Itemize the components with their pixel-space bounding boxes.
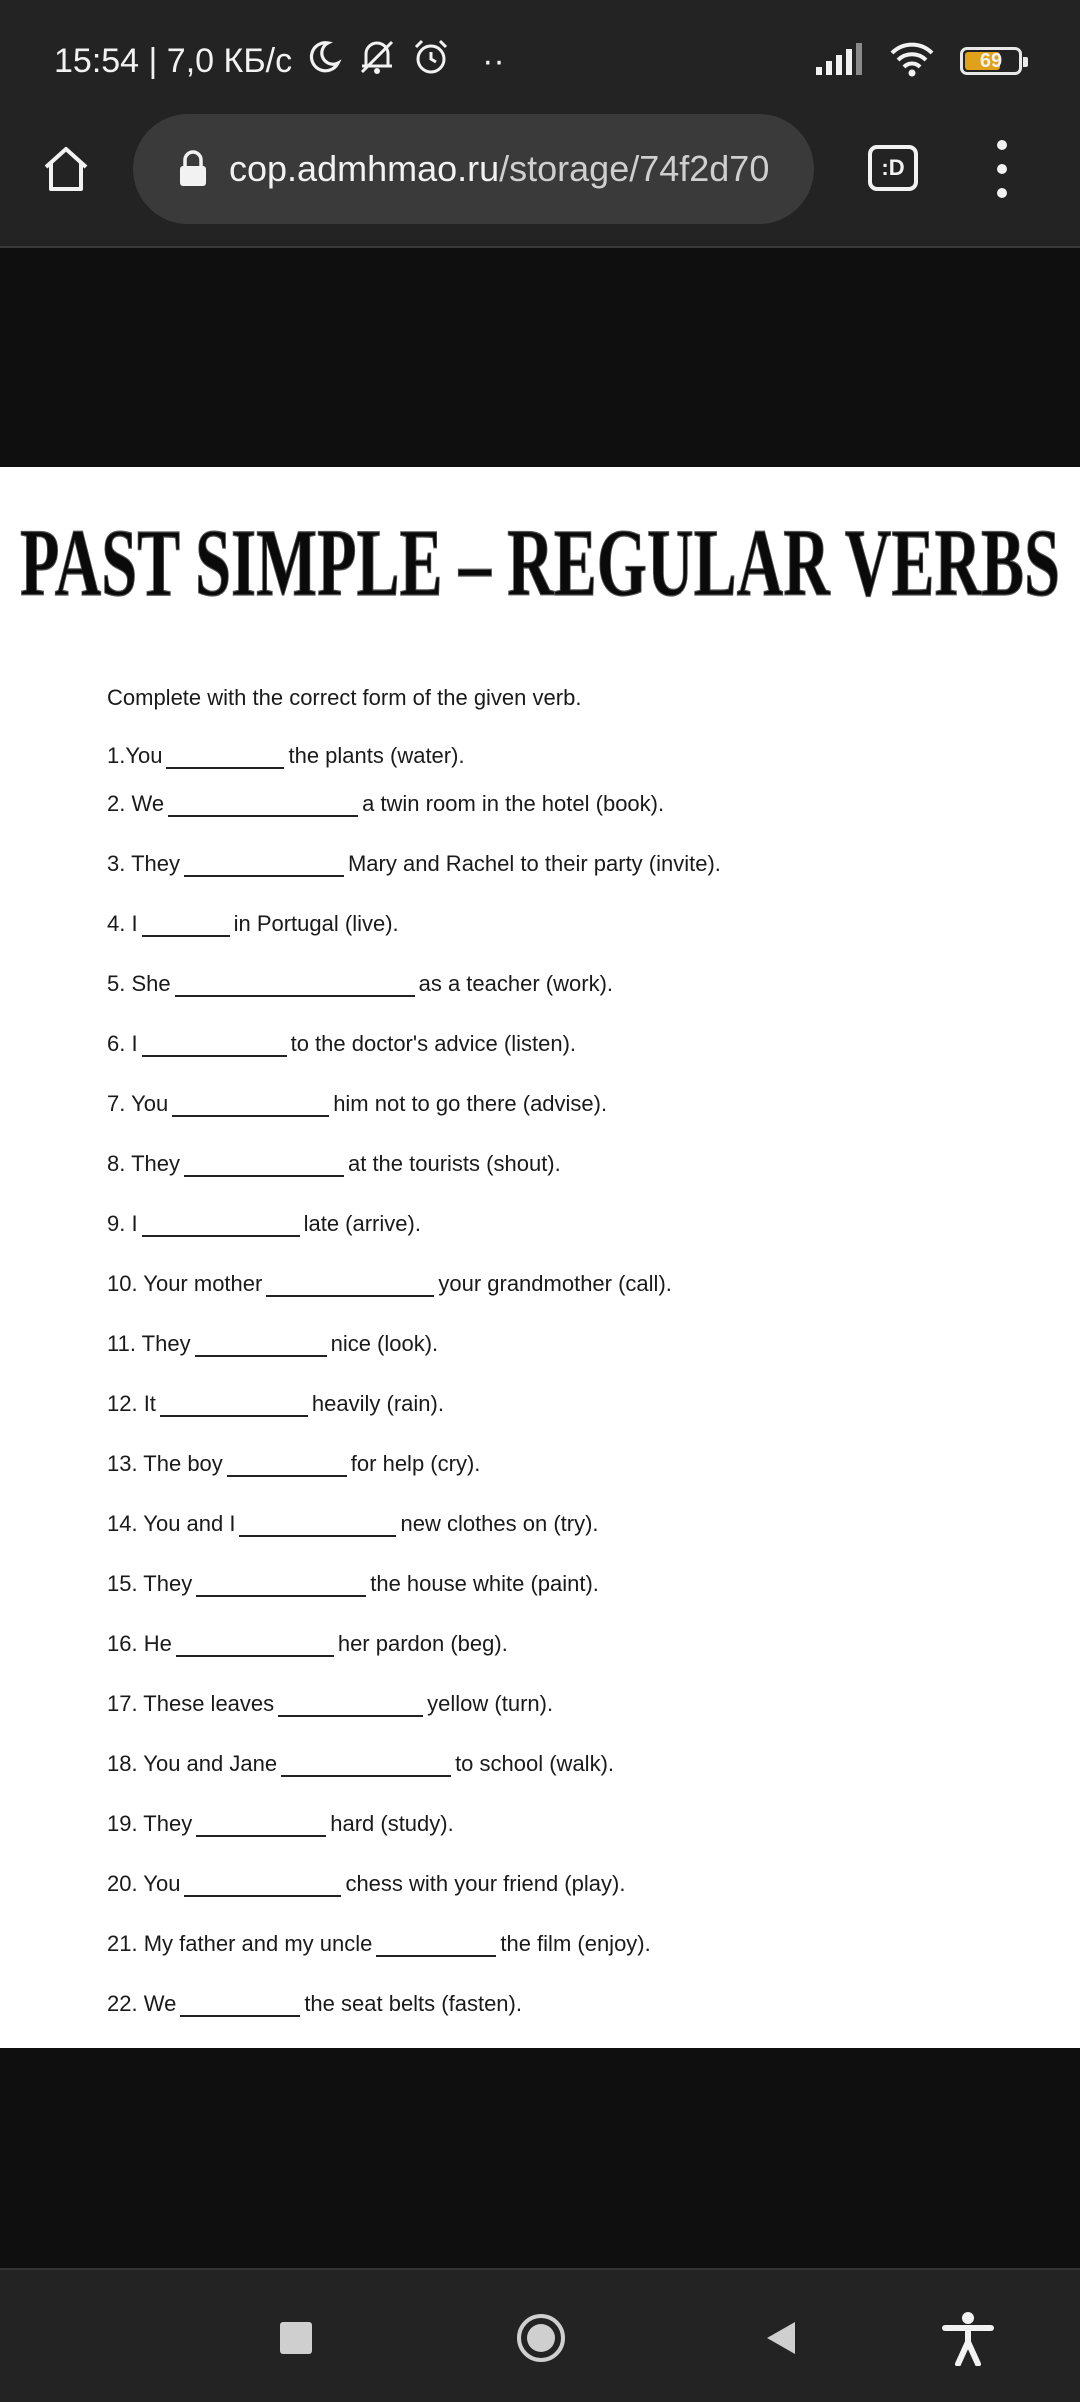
exercise-suffix: her pardon (beg). bbox=[337, 1631, 508, 1656]
exercise-item bbox=[107, 1391, 444, 1417]
exercise-item bbox=[107, 971, 613, 997]
answer-blank bbox=[160, 1393, 308, 1417]
lock-icon bbox=[171, 147, 215, 191]
answer-blank bbox=[278, 1693, 423, 1717]
home-circle-icon bbox=[515, 2312, 567, 2364]
answer-blank bbox=[239, 1513, 396, 1537]
back-icon bbox=[761, 2318, 801, 2358]
exercise-suffix: the plants (water). bbox=[288, 743, 465, 768]
instruction-text: Complete with the correct form of the given verb. bbox=[107, 685, 582, 710]
home-icon bbox=[40, 143, 92, 195]
exercise-suffix: as a teacher (work). bbox=[418, 971, 614, 996]
exercise-suffix: hard (study). bbox=[330, 1811, 454, 1836]
recents-button[interactable] bbox=[266, 2308, 326, 2368]
exercise-suffix: chess with your friend (play). bbox=[345, 1871, 626, 1896]
exercise-item bbox=[107, 1331, 438, 1357]
exercise-prefix: 22. We bbox=[107, 1991, 177, 2016]
tab-switcher-button[interactable] bbox=[868, 145, 918, 191]
exercise-prefix: 10. Your mother bbox=[107, 1271, 263, 1296]
battery-icon bbox=[960, 47, 1022, 75]
exercise-item bbox=[107, 1631, 508, 1657]
exercise-prefix: 4. I bbox=[107, 911, 138, 936]
answer-blank bbox=[142, 913, 230, 937]
exercise-prefix: 16. He bbox=[107, 1631, 172, 1656]
accessibility-button[interactable] bbox=[938, 2308, 998, 2368]
document-page bbox=[0, 467, 1080, 2048]
exercise-suffix: to school (walk). bbox=[455, 1751, 615, 1776]
exercise-item bbox=[107, 1991, 522, 2017]
exercise-prefix: 9. I bbox=[107, 1211, 138, 1236]
navigation-bar bbox=[0, 2268, 1080, 2402]
exercise-prefix: 5. She bbox=[107, 971, 171, 996]
exercise-item bbox=[107, 851, 721, 877]
answer-blank bbox=[184, 1873, 341, 1897]
battery-level: 69 bbox=[979, 49, 1003, 72]
exercise-item bbox=[107, 1691, 553, 1717]
answer-blank bbox=[175, 973, 415, 997]
exercise-item bbox=[107, 1451, 480, 1477]
exercise-suffix: new clothes on (try). bbox=[400, 1511, 599, 1536]
exercise-suffix: heavily (rain). bbox=[311, 1391, 444, 1416]
exercise-prefix: 18. You and Jane bbox=[107, 1751, 278, 1776]
exercise-suffix: a twin room in the hotel (book). bbox=[362, 791, 665, 816]
status-time: 15:54 | 7,0 КБ/с bbox=[54, 41, 293, 80]
exercise-suffix: in Portugal (live). bbox=[233, 911, 399, 936]
answer-blank bbox=[142, 1033, 287, 1057]
exercise-item bbox=[107, 1091, 607, 1117]
answer-blank bbox=[195, 1333, 327, 1357]
exercise-suffix: yellow (turn). bbox=[427, 1691, 554, 1716]
answer-blank bbox=[184, 1153, 344, 1177]
exercise-suffix: at the tourists (shout). bbox=[347, 1151, 561, 1176]
exercise-item bbox=[107, 1211, 421, 1237]
signal-icon bbox=[816, 43, 864, 79]
status-bar bbox=[0, 0, 1080, 112]
exercise-item bbox=[107, 1151, 561, 1177]
exercise-prefix: 14. You and I bbox=[107, 1511, 236, 1536]
exercise-item bbox=[107, 1031, 576, 1057]
exercise-prefix: 3. They bbox=[107, 851, 180, 876]
exercise-suffix: the film (enjoy). bbox=[500, 1931, 651, 1956]
answer-blank bbox=[281, 1753, 451, 1777]
exercise-prefix: 1.You bbox=[107, 743, 163, 768]
exercise-suffix: your grandmother (call). bbox=[438, 1271, 672, 1296]
exercise-item bbox=[107, 1511, 599, 1537]
exercise-prefix: 21. My father and my uncle bbox=[107, 1931, 373, 1956]
url-path: /storage/74f2d70 bbox=[499, 148, 770, 189]
home-button[interactable] bbox=[36, 139, 96, 199]
recents-icon bbox=[278, 2320, 314, 2356]
alarm-icon bbox=[412, 38, 450, 85]
answer-blank bbox=[176, 1633, 334, 1657]
url-host: cop.admhmao.ru bbox=[229, 148, 500, 189]
bell-off-icon bbox=[356, 38, 398, 85]
exercise-prefix: 13. The boy bbox=[107, 1451, 223, 1476]
moon-icon bbox=[306, 39, 342, 84]
exercise-item bbox=[107, 1751, 614, 1777]
answer-blank bbox=[142, 1213, 300, 1237]
exercise-item bbox=[107, 911, 399, 937]
exercise-item bbox=[107, 743, 465, 769]
exercise-item bbox=[107, 791, 664, 817]
exercise-suffix: Mary and Rachel to their party (invite). bbox=[347, 851, 721, 876]
more-vert-icon[interactable] bbox=[986, 140, 1018, 198]
exercise-suffix: late (arrive). bbox=[303, 1211, 421, 1236]
doc-title bbox=[0, 477, 1080, 617]
exercise-item bbox=[107, 1571, 599, 1597]
wifi-icon bbox=[890, 41, 934, 81]
exercise-prefix: 7. You bbox=[107, 1091, 169, 1116]
accessibility-icon bbox=[941, 2310, 995, 2366]
exercise-suffix: the seat belts (fasten). bbox=[304, 1991, 522, 2016]
answer-blank bbox=[196, 1813, 326, 1837]
exercise-suffix: nice (look). bbox=[330, 1331, 439, 1356]
home-nav-button[interactable] bbox=[511, 2308, 571, 2368]
exercise-item bbox=[107, 1871, 625, 1897]
battery-tip bbox=[1023, 57, 1028, 67]
doc-title-text: PAST SIMPLE – REGULAR VERBS bbox=[20, 509, 1060, 616]
exercise-item bbox=[107, 1931, 651, 1957]
exercise-prefix: 12. It bbox=[107, 1391, 156, 1416]
exercise-suffix: him not to go there (advise). bbox=[333, 1091, 608, 1116]
exercise-prefix: 15. They bbox=[107, 1571, 193, 1596]
exercise-item bbox=[107, 1271, 672, 1297]
exercise-suffix: to the doctor's advice (listen). bbox=[290, 1031, 577, 1056]
answer-blank bbox=[196, 1573, 366, 1597]
status-left bbox=[54, 36, 505, 86]
answer-blank bbox=[166, 745, 284, 769]
exercise-prefix: 11. They bbox=[107, 1331, 191, 1356]
exercise-prefix: 6. I bbox=[107, 1031, 138, 1056]
answer-blank bbox=[227, 1453, 347, 1477]
exercise-prefix: 17. These leaves bbox=[107, 1691, 275, 1716]
exercise-suffix: the house white (paint). bbox=[370, 1571, 599, 1596]
url-bar[interactable] bbox=[133, 114, 814, 224]
answer-blank bbox=[376, 1933, 496, 1957]
exercise-prefix: 2. We bbox=[107, 791, 165, 816]
exercise-prefix: 20. You bbox=[107, 1871, 181, 1896]
answer-blank bbox=[168, 793, 358, 817]
answer-blank bbox=[184, 853, 344, 877]
url-text[interactable] bbox=[229, 148, 789, 190]
browser-toolbar bbox=[0, 112, 1080, 248]
exercise-suffix: for help (cry). bbox=[350, 1451, 481, 1476]
more-notifications-icon: ·· bbox=[482, 41, 505, 80]
status-right bbox=[816, 38, 1022, 84]
answer-blank bbox=[180, 1993, 300, 2017]
exercise-prefix: 8. They bbox=[107, 1151, 180, 1176]
exercise-item bbox=[107, 1811, 454, 1837]
exercise-prefix: 19. They bbox=[107, 1811, 193, 1836]
back-button[interactable] bbox=[751, 2308, 811, 2368]
tab-switcher-icon: :D bbox=[881, 155, 905, 180]
answer-blank bbox=[172, 1093, 329, 1117]
answer-blank bbox=[266, 1273, 434, 1297]
